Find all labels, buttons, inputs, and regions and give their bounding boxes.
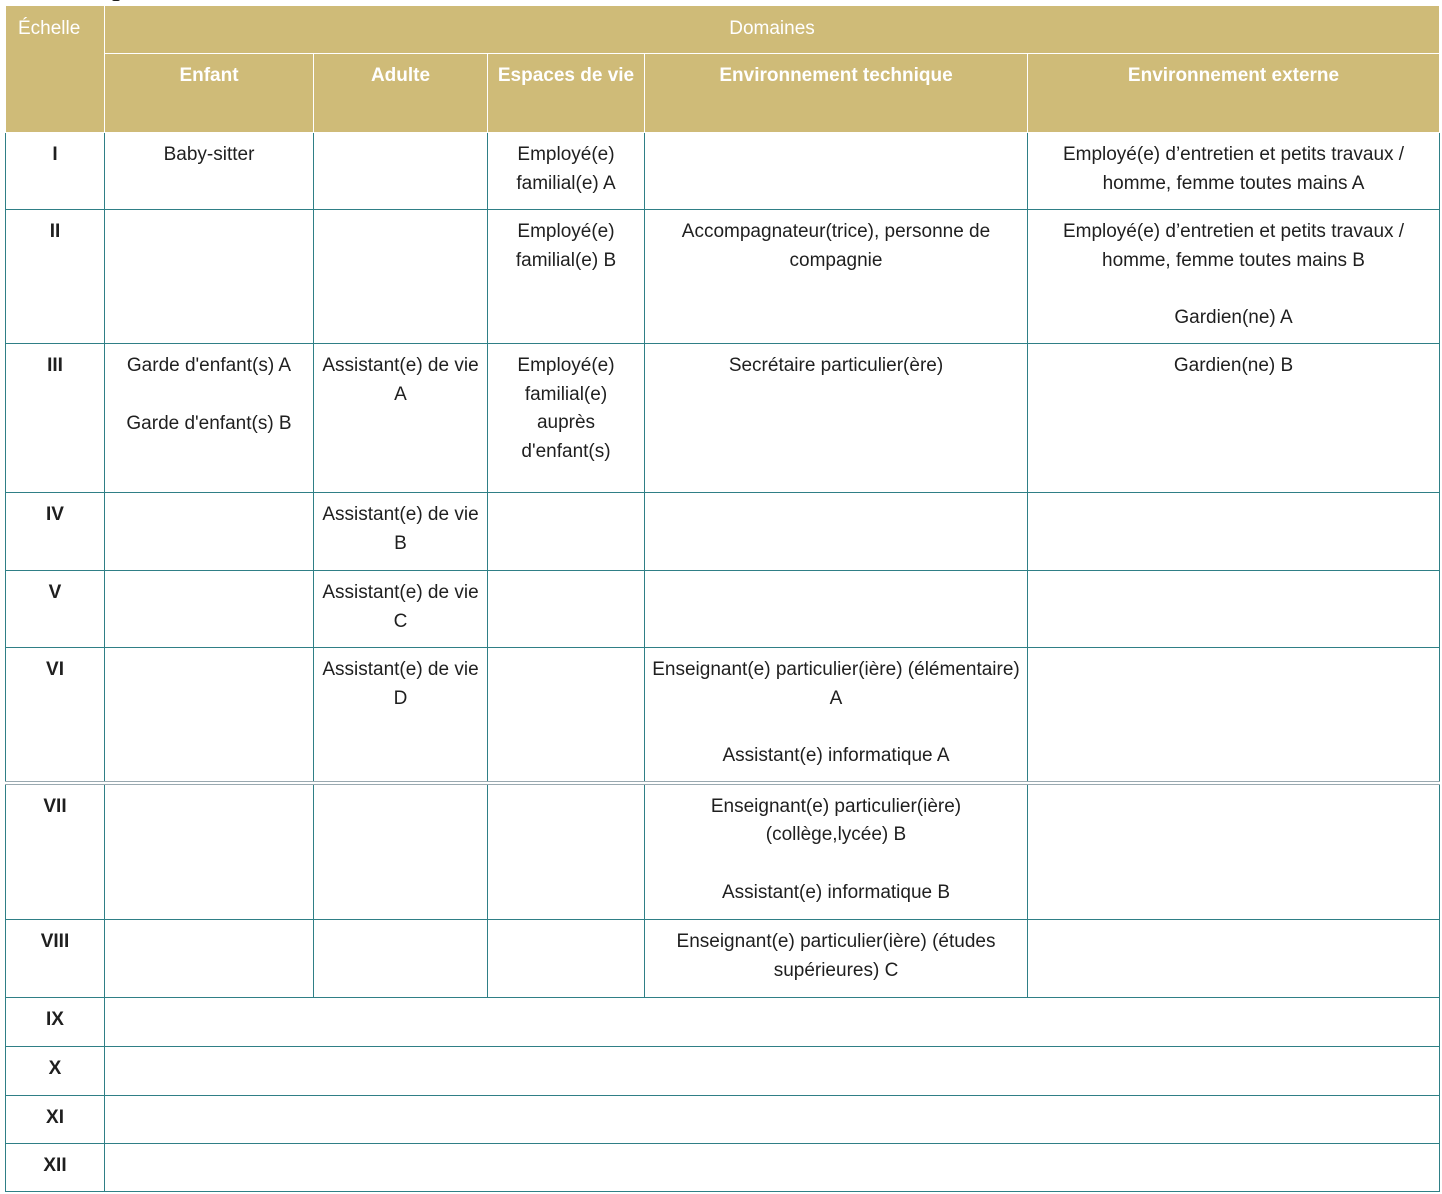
header-domaines: Domaines: [105, 6, 1440, 54]
cell-text: Assistant(e) informatique A: [722, 745, 950, 766]
cell-text: Employé(e) d’entretien et petits travaux / homme, femme toutes mains A: [1062, 144, 1405, 194]
cell-text: Accompagnateur(trice), personne de compagnie: [681, 221, 991, 271]
cell-enfant: [105, 571, 314, 648]
scale-cell: VII: [6, 783, 105, 920]
table-row-empty: [6, 1047, 1440, 1096]
cell-espaces: [488, 783, 645, 920]
cell-enfant: [105, 648, 314, 783]
cell-technique: [645, 783, 1028, 920]
scale-cell: XII: [6, 1144, 105, 1192]
cell-espaces: [488, 133, 645, 210]
cell-text: Assistant(e) de vie C: [322, 582, 479, 632]
cell-externe: [1028, 648, 1440, 783]
scale-cell: III: [6, 344, 105, 493]
cell-text: Enseignant(e) particulier(ière) (élémentaire) A: [652, 659, 1020, 709]
header-row-columns: [6, 54, 1440, 133]
table-row-empty: [6, 1096, 1440, 1144]
cell-text: Baby-sitter: [163, 144, 255, 165]
table-row: [6, 493, 1440, 571]
empty-span-cell: [105, 1047, 1440, 1096]
cell-text: Assistant(e) de vie D: [322, 659, 479, 709]
cell-text: Employé(e) familial(e) A: [516, 144, 616, 194]
cell-text: Garde d'enfant(s) A: [126, 355, 292, 376]
table-row: [6, 920, 1440, 998]
cell-enfant: [105, 783, 314, 920]
header-row-top: [6, 6, 1440, 54]
cell-text: Assistant(e) de vie B: [322, 504, 479, 554]
cell-enfant: [105, 920, 314, 998]
header-col-enfant: Enfant: [105, 54, 314, 133]
cell-technique: [645, 344, 1028, 493]
scale-cell: VIII: [6, 920, 105, 998]
cell-enfant: [105, 210, 314, 344]
cell-text: Gardien(ne) B: [1173, 355, 1294, 376]
table-row: [6, 133, 1440, 210]
cell-espaces: [488, 920, 645, 998]
cell-espaces: [488, 648, 645, 783]
table-row: [6, 571, 1440, 648]
cell-adulte: [314, 920, 488, 998]
scale-cell: IX: [6, 998, 105, 1047]
header-col-adulte: Adulte: [314, 54, 488, 133]
table-row: [6, 648, 1440, 783]
cell-text: Assistant(e) informatique B: [721, 881, 951, 903]
scale-cell: IV: [6, 493, 105, 571]
cell-espaces: [488, 344, 645, 493]
cell-technique: [645, 920, 1028, 998]
table-row: [6, 783, 1440, 920]
cell-adulte: [314, 133, 488, 210]
header-col-technique: Environnement technique: [645, 54, 1028, 133]
cell-adulte: [314, 648, 488, 783]
header-echelle: Échelle: [6, 6, 105, 133]
cell-text: Secrétaire particulier(ère): [728, 355, 944, 376]
cell-text: Garde d'enfant(s) B: [126, 412, 292, 434]
cell-externe: [1028, 571, 1440, 648]
cell-text: Employé(e) familial(e) B: [515, 221, 617, 271]
scale-cell: V: [6, 571, 105, 648]
cell-enfant: [105, 344, 314, 493]
header-col-externe: Environnement externe: [1028, 54, 1440, 133]
cell-espaces: [488, 210, 645, 344]
empty-span-cell: [105, 1144, 1440, 1192]
cell-externe: [1028, 210, 1440, 344]
scale-cell: II: [6, 210, 105, 344]
cell-externe: [1028, 133, 1440, 210]
cell-technique: [645, 571, 1028, 648]
cell-text: Enseignant(e) particulier(ière) (études supérieures) C: [676, 931, 996, 981]
cell-adulte: [314, 210, 488, 344]
cell-externe: [1028, 920, 1440, 998]
classification-table: [5, 5, 1440, 1192]
cell-technique: [645, 648, 1028, 783]
cell-adulte: [314, 344, 488, 493]
cell-espaces: [488, 493, 645, 571]
table-row-empty: [6, 998, 1440, 1047]
empty-span-cell: [105, 1096, 1440, 1144]
clipped-text-glyph: [112, 0, 120, 1]
cell-technique: [645, 133, 1028, 210]
header-col-espaces: Espaces de vie: [488, 54, 645, 133]
table-row: [6, 210, 1440, 344]
paragraph-gap: [651, 850, 1021, 879]
scale-cell: X: [6, 1047, 105, 1096]
empty-span-cell: [105, 998, 1440, 1047]
paragraph-gap: [1034, 275, 1433, 304]
cell-technique: [645, 493, 1028, 571]
scale-cell: VI: [6, 648, 105, 783]
cell-text: Assistant(e) de vie A: [322, 355, 479, 405]
cell-espaces: [488, 571, 645, 648]
cell-text: Employé(e) familial(e) auprès d'enfant(s): [517, 355, 615, 462]
cell-adulte: [314, 571, 488, 648]
scale-cell: XI: [6, 1096, 105, 1144]
cell-externe: [1028, 493, 1440, 571]
cell-externe: [1028, 783, 1440, 920]
cell-text: Enseignant(e) particulier(ière) (collège,lycée) B: [710, 795, 962, 845]
table-row-empty: [6, 1144, 1440, 1192]
cell-enfant: [105, 493, 314, 571]
paragraph-gap: [651, 713, 1021, 742]
cell-text: Employé(e) d’entretien et petits travaux / homme, femme toutes mains B: [1062, 221, 1405, 271]
cell-enfant: [105, 133, 314, 210]
table-row: [6, 344, 1440, 493]
cell-technique: [645, 210, 1028, 344]
cell-adulte: [314, 783, 488, 920]
scale-cell: I: [6, 133, 105, 210]
paragraph-gap: [111, 381, 307, 410]
cell-externe: [1028, 344, 1440, 493]
cell-text: Gardien(ne) A: [1174, 307, 1293, 328]
cell-adulte: [314, 493, 488, 571]
